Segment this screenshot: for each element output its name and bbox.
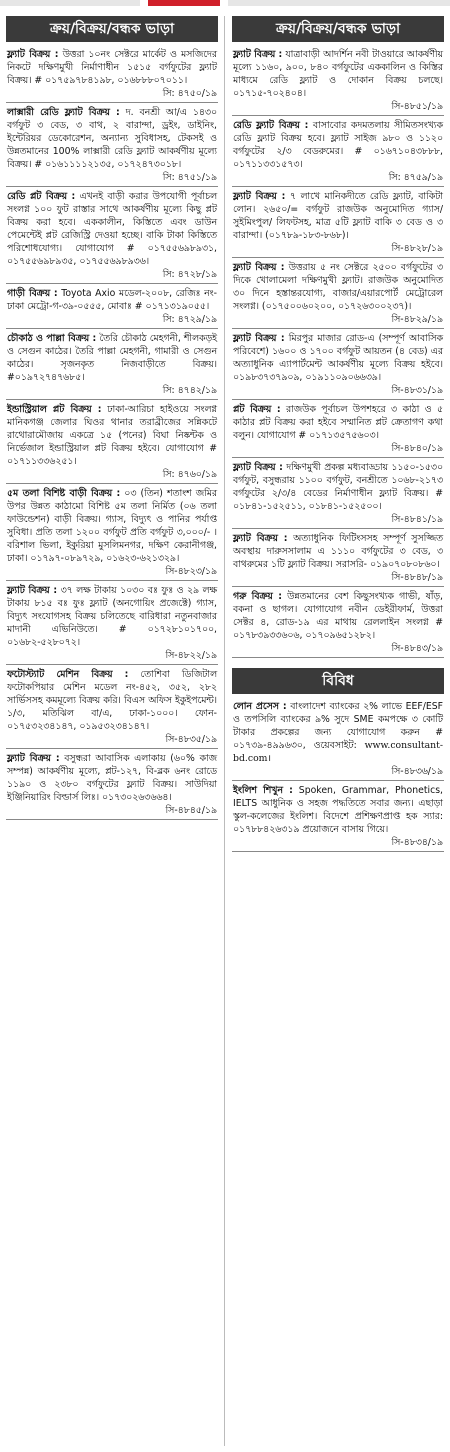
ad-text bbox=[7, 668, 217, 733]
ad-title: ফটোস্ট্যাট মেশিন বিক্রয় : bbox=[7, 669, 129, 680]
ad-title: লাক্সারী রেডি ফ্ল্যাট বিক্রয় : bbox=[7, 107, 120, 118]
ad-text bbox=[7, 487, 217, 565]
ad-text bbox=[7, 190, 217, 268]
ad-text bbox=[7, 287, 217, 313]
classified-ad bbox=[6, 749, 218, 820]
classified-ad bbox=[6, 484, 218, 581]
ad-code: সি-৪৮২৮/১৯ bbox=[391, 243, 443, 254]
ad-title: গরু বিক্রয় : bbox=[233, 591, 282, 602]
ad-title: লোন প্রসেস : bbox=[233, 701, 287, 712]
ad-code: সি-৪৮৪১/১৯ bbox=[391, 514, 443, 525]
ad-body: বাংলাদেশ ব্যাংকের ২% লাভে EEF/ESF ও তপসিলি ব্যাংকের ৯% সুদে SME কমপক্ষে ৩ কোটি টাকার প্রকল্পের জন্য যোগাযোগ করুন # ০১৭৩৯-৪৯৯৬৩০, ওয়েবসাইট: bbox=[233, 701, 443, 751]
ad-body: দ. বনশ্রী আ/এ ১৪৩০ বর্গফুট ৩ বেড, ৩ বাথ, ২ বারান্দা, ড্রইং, ডাইনিং, ইন্টেরিয়র ডেকোরেশন, অন্যান্য সুবিধাসহ, টেকসই ও উন্নতমানের 100% লাক্সারী রেডি ফ্ল্যাট আকর্ষণীয় মূল্যে বিক্রয়। # ০১৬১১১১২১৩৫, ০১৭২৪৭৩০১৮। bbox=[7, 107, 217, 170]
ad-title: ফ্ল্যাট বিক্রয় : bbox=[233, 49, 283, 60]
ad-code: সি-৪৮২৩/১৯ bbox=[165, 566, 217, 577]
ad-code: সি-৪৮৪৩/১৯ bbox=[391, 643, 443, 654]
ad-code: সি-৪৮২৯/১৯ bbox=[391, 314, 443, 325]
ad-body: উত্তরা ১০নং সেক্টরে মার্কেট ও মসজিদের নিকটে দক্ষিণমুখী নির্মাণাধীন ১৫১৫ বর্গফুটের ফ্ল্যাট বিক্রয়। # ০১৭৫৯৭৮৪১৯৮, ০১৬৮৮৮০৭০১১। bbox=[7, 49, 217, 86]
ad-text bbox=[7, 48, 217, 87]
classified-ad bbox=[232, 587, 444, 658]
ad-title: ফ্ল্যাট বিক্রয় : bbox=[233, 533, 288, 544]
ad-text bbox=[233, 784, 443, 836]
classified-ad bbox=[232, 116, 444, 187]
ad-title: ফ্ল্যাট বিক্রয় : bbox=[233, 262, 285, 273]
classified-ad bbox=[232, 529, 444, 587]
ad-body: ০৩ (তিন) শতাংশ জমির উপর উন্নত কাঠামো বিশিষ্ট ৫ম তলা নির্মিত (০৬ তলা ফাউন্ডেশন) বাড়ী বিক্রয়। গ্যাস, বিদ্যুৎ ও পানির পর্যাপ্ত সুবিধা। প্রতি তলা ১২০০ বর্গফুট প্রতি বর্গফুট ৩,০০০/- । বরিশাল ভিলা, ইকুরিয়া মুসলিমনগর, দক্ষিণ কেরানীগঞ্জ, ঢাকা। ০১৭৯৭-০৮৯৭২৯, ০১৬২৩-৬২১৩২৯। bbox=[7, 488, 217, 564]
ad-code: সি-৪৮৩৬/১৯ bbox=[391, 766, 443, 777]
ad-code: সি-৪৮৪০/১৯ bbox=[391, 443, 443, 454]
ad-code: সি-৪৮৪৫/১৯ bbox=[165, 805, 217, 816]
ad-text bbox=[233, 48, 443, 100]
classified-ad bbox=[232, 458, 444, 529]
ad-text bbox=[7, 752, 217, 804]
ad-code: সি-৪৮৩৪/১৯ bbox=[391, 837, 443, 848]
classified-ad bbox=[6, 581, 218, 665]
ad-title: রেডি প্লট বিক্রয় : bbox=[7, 191, 76, 202]
top-bar-gray-left bbox=[0, 0, 140, 6]
section-header-misc: বিবিধ bbox=[232, 668, 444, 694]
ad-text bbox=[233, 403, 443, 442]
top-bar-gray-right bbox=[228, 0, 450, 6]
ad-body: তৈরি চৌকাঠ মেহগনী, শীলকড়ই ও সেগুন কাঠের। তৈরি পাল্লা মেহগনী, গামারী ও সেগুন কাঠের। সৃজনকৃত নিজবাড়ীতে বিক্রয়। #০১৯৭২৭৪৭৬৮৫। bbox=[7, 333, 217, 383]
top-bar-red-accent bbox=[148, 0, 220, 6]
ad-text bbox=[233, 532, 443, 571]
ad-code: সি-৪৮৩১/১৯ bbox=[391, 385, 443, 396]
ad-text bbox=[233, 700, 443, 765]
ad-title: গাড়ী বিক্রয় : bbox=[7, 288, 58, 299]
ad-code: সি: ৪৭২৯/১৯ bbox=[162, 314, 217, 325]
ad-body: দক্ষিণমুখী প্রকল্প মধ্যবাড্ডায় ১১৫০-১৫৩০ বর্গফুট, বসুন্ধরায় ১১০০ বর্গফুট, বনশ্রীতে ১০৬৮-২১৭৩ বর্গফুটের ২/৩/৪ বেডের নির্মাণাধীন ফ্ল্যাট বিক্রয়। # ০১৮৪১-১৫২৫১১, ০১৮৪১-১৫২৫০০। bbox=[233, 462, 444, 512]
ad-code: সি: ৪৭৫৯/১৯ bbox=[388, 172, 443, 183]
ad-body: Spoken, Grammar, Phonetics, IELTS আধুনিক ও সহজ পদ্ধতিতে সবার জন্য। এছাড়া স্কুল-কলেজের ইংলিশ। বিদেশে প্রশিক্ষণপ্রাপ্ত হক স্যার: ০১৭৮৮৪২৬৩১৯ প্রয়োজনে বাসায় গিয়ে। bbox=[233, 785, 443, 835]
ad-title: ফ্ল্যাট বিক্রয় : bbox=[7, 49, 59, 60]
ad-code: সি-৪৮৩৫/১৯ bbox=[165, 734, 217, 745]
ad-text bbox=[7, 403, 217, 468]
ad-body: মিরপুর মাজার রোড-এ (সম্পূর্ণ আবাসিক পরিবেশে) ১৬০০ ও ১৭০০ বর্গফুট আয়তন (৪ বেড) এর অত্যাধুনিক এ্যাপার্টমেন্ট আকর্ষণীয় মূল্যে বিক্রয় হইবে। ০১৯৮৩৭৩৭৯০৯, ০১৯১১০৯০৬৬৩৯। bbox=[233, 333, 444, 383]
right-column bbox=[232, 16, 444, 1446]
ad-text bbox=[233, 590, 443, 642]
ad-body: যাত্রাবাড়ী আদর্শিন নবী টাওয়ারে আকর্ষণীয় মূল্যে ১১৬০, ৯০০, ৮৪০ বর্গফুটের এককালিন ও কিস্তির মাধ্যমে রেডি ফ্ল্যাট ও দোকান বিক্রয় চলছে। ০১৭১৫-৭০২৪০৪। bbox=[233, 49, 444, 99]
classified-ad bbox=[6, 329, 218, 400]
ad-text bbox=[233, 190, 443, 242]
ad-title: ইংলিশ শিখুন : bbox=[233, 785, 293, 796]
ad-title: ইন্ডাস্ট্রিয়াল প্লট বিক্রয় : bbox=[7, 404, 102, 415]
right-ad-list bbox=[232, 45, 444, 658]
ad-text bbox=[233, 261, 443, 313]
ad-title: রেডি ফ্ল্যাট বিক্রয় : bbox=[233, 120, 309, 131]
ad-title: ফ্ল্যাট বিক্রয় : bbox=[233, 333, 285, 344]
classified-ad bbox=[232, 329, 444, 400]
classified-ad bbox=[6, 45, 218, 103]
ad-code: সি-৪৮২২/১৯ bbox=[165, 650, 217, 661]
classified-ad bbox=[6, 400, 218, 484]
ad-body: ঢাকা-আরিচা হাইওয়ে সংলগ্ন মানিকগঞ্জ জেলার ঘিওর থানার তরাব্রীজের সন্নিকটে রাথোরামৌজায় একত্রে ১৫ (পনের) বিঘা নিষ্কন্টক ও নির্ভেজাল ইন্ডাস্ট্রিয়াল প্লট বিক্রয় হইবে। যোগাযোগ # ০১৭১১৩৩৬২৫১। bbox=[7, 404, 217, 467]
ad-text bbox=[233, 119, 443, 171]
section-header-buy-sell: ক্রয়/বিক্রয়/বন্ধক ভাড়া bbox=[6, 16, 218, 42]
ad-title: ফ্ল্যাট বিক্রয় : bbox=[233, 462, 283, 473]
ad-body: তোশিবা ডিজিটাল ফটোকপিয়ার মেশিন মডেল নং-৪৫২, ৩৫২, ২৮২ সার্ভিসসহ কমমূল্যে বিক্রয় করি। বিএস অফিস ইকুইপমেন্ট। ১/৩, মতিঝিল বা/এ, ঢাকা-১০০০। ফোন- ০১৭৫৩২৩৪১৪৭, ০১৯৫৩২৩৪১৪৭। bbox=[7, 669, 217, 732]
ad-body: ৭ লাখে মানিকদীতে রেডি ফ্ল্যাট, বাকিটা লোন। ২৬৫০/= বর্গফুট রাজউক অনুমোদিত গ্যাস/সুইমিংপুল/ লিফটসহ, মাত্র ৫টি ফ্ল্যাট বাকি ৩ বেড ও ৩ বারান্দা। (০১৭৮৯-১৮৩-৮৬৮)। bbox=[233, 191, 444, 241]
left-ad-list bbox=[6, 45, 218, 820]
classified-ad bbox=[6, 284, 218, 329]
ad-code: সি: ৪৭৬০/১৯ bbox=[162, 469, 217, 480]
ad-title: ৫ম তলা বিশিষ্ট বাড়ী বিক্রয় : bbox=[7, 488, 121, 499]
classified-ad bbox=[6, 103, 218, 187]
ad-body: উন্নতমানের বেশ কিছুসংখ্যক গাভী, ষাঁড়, বকনা ও ছাগল। যোগাযোগ নবীন ডেইরীফার্ম, উত্তরা সেক্টর ৪, রোড-১৯ এর মাথায় রেললাইন সংলগ্ন # ০১৭৮৩৯৩৩৬০৬, ০১৭০৯৬৫১২৮২। bbox=[233, 591, 443, 641]
classified-ad bbox=[6, 187, 218, 284]
misc-ad-list bbox=[232, 697, 444, 852]
ad-body: Toyota Axio মডেল-২০০৮, রেজিঃ নং-ঢাকা মেট্রো-গ-৩৯-০৫৫৫, মোবাঃ # ০১৭১৩১৯০৫৫। bbox=[7, 288, 217, 312]
left-column bbox=[6, 16, 218, 1446]
top-color-bar bbox=[0, 0, 450, 6]
ad-body: উত্তরায় ৫ নং সেক্টরে ২৫০০ বর্গফুটের ৩ দিকে খোলামেলা দক্ষিণমুখী ফ্ল্যাট। রাজউক অনুমোদিত ৩০ দিনে হস্তান্তরযোগ্য, বাজার/এয়ারপোর্ট মেট্রোরেল সংলগ্ন। (০১৭৫০০৬০২০০, ০১৭২৬৩০০২৩৭)। bbox=[233, 262, 443, 312]
classified-ad bbox=[232, 400, 444, 458]
ad-title: ফ্ল্যাট বিক্রয় : bbox=[233, 191, 286, 202]
ad-text bbox=[7, 332, 217, 384]
classified-ad bbox=[6, 665, 218, 749]
classified-ad bbox=[232, 258, 444, 329]
ad-body: ৩৭ লক্ষ টাকায় ১০৩০ বঃ ফুঃ ও ২৯ লক্ষ টাকায় ৮১৫ বঃ ফুঃ ফ্ল্যাট (অনগোয়িং প্রজেক্টে) গ্যাস, বিদ্যুৎ সংযোগসহ বিক্রয় চলিতেছে বারিধারা নতুনবাজার মাদানী এভিনিউতে। # ০১৭২৮১০১৭০০, ০১৬৮২-৫২৮০৭২। bbox=[7, 585, 218, 648]
ad-body: রাজউক পূর্বাচল উপশহরে ৩ কাঠা ও ৫ কাঠার প্লট বিক্রয় করা হইবে সম্মানিত প্লট ক্রেতাগণ কথা বলুন। যোগাযোগ # ০১৭১৩৫৭৫৬০৩। bbox=[233, 404, 443, 441]
ad-body: বাসাবোর কদমতলায় সীমিতসংখ্যক রেডি ফ্ল্যাট বিক্রয় হবে। ফ্ল্যাট সাইজ ৯৮০ ও ১১২০ বর্গফুটের ২/৩ বেডরুমের। # ০১৬৭১০৪৩৮৮৮, ০১৭১১৩৩১৫৭৩। bbox=[233, 120, 444, 170]
ad-title: প্লট বিক্রয় : bbox=[233, 404, 281, 415]
ad-code: সি: ৪৭৪২/১৯ bbox=[162, 385, 217, 396]
ad-website-link[interactable]: www.consultant-bd.com। bbox=[233, 740, 443, 764]
classified-ad bbox=[232, 781, 444, 852]
ad-code: সি-৪৮৫১/১৯ bbox=[391, 101, 443, 112]
ad-code: সি: ৪৭২৮/১৯ bbox=[162, 269, 217, 280]
ad-code: সি-৪৮৪৮/১৯ bbox=[391, 572, 443, 583]
ad-text bbox=[233, 461, 443, 513]
ad-body: এখনই বাড়ী করার উপযোগী পূর্বাচল সংলগ্ন ১০০ ফুট রাস্তার সাথে আকর্ষণীয় মূল্যে কিছু প্লট বিক্রয় করা হবে। এককালীন, কিস্তিতে এবং ডাউন পেমেন্টেই প্লট রেজিস্ট্রি দেওয়া হচ্ছে। বাকি টাকা কিস্তিতে পরিশোধযোগ্য। যোগাযোগ # ০১৭৫৫৬৯৮৯৩১, ০১৭৫৫৬৯৮৯৩৫, ০১৭৫৫৬৯৮৯৩৬। bbox=[7, 191, 217, 267]
section-header-buy-sell: ক্রয়/বিক্রয়/বন্ধক ভাড়া bbox=[232, 16, 444, 42]
ad-text bbox=[7, 584, 217, 649]
ad-title: ফ্ল্যাট বিক্রয় : bbox=[7, 585, 58, 596]
column-divider bbox=[224, 16, 225, 1446]
classified-ad bbox=[232, 45, 444, 116]
ad-body: বসুন্ধরা আবাসিক এলাকায় (৬০% কাজ সম্পন্ন) আকর্ষণীয় মূল্যে, প্লট-১২৭, বি-ব্লক ৬নং রোডে ১১৯০ ও ২৩৮০ বর্গফুটের ফ্ল্যাট বিক্রয়। সাউদিয়া ইঞ্জিনিয়ারিং বিল্ডার্স লিঃ। ০১৭৩০২৬৩৬৬৪। bbox=[7, 753, 217, 803]
ad-text bbox=[233, 332, 443, 384]
ad-body: অত্যাধুনিক ফিটিংসসহ সম্পূর্ণ সুসজ্জিত অবস্থায় দারুসসালাম এ ১১১০ বর্গফুটের ৩ বেড, ৩ বাথরুমের ১টি ফ্ল্যাট বিক্রয়। সরাসরি- ০১৯০৭০৮০৮৬০। bbox=[233, 533, 443, 570]
ad-title: চৌকাঠ ও পাল্লা বিক্রয় : bbox=[7, 333, 97, 344]
classified-ad bbox=[232, 187, 444, 258]
ad-text bbox=[7, 106, 217, 171]
ad-code: সি: ৪৭৫১/১৯ bbox=[162, 172, 217, 183]
classified-ad bbox=[232, 697, 444, 781]
ad-code: সি: ৪৭৫০/১৯ bbox=[162, 88, 217, 99]
ad-title: ফ্ল্যাট বিক্রয় : bbox=[7, 753, 60, 764]
